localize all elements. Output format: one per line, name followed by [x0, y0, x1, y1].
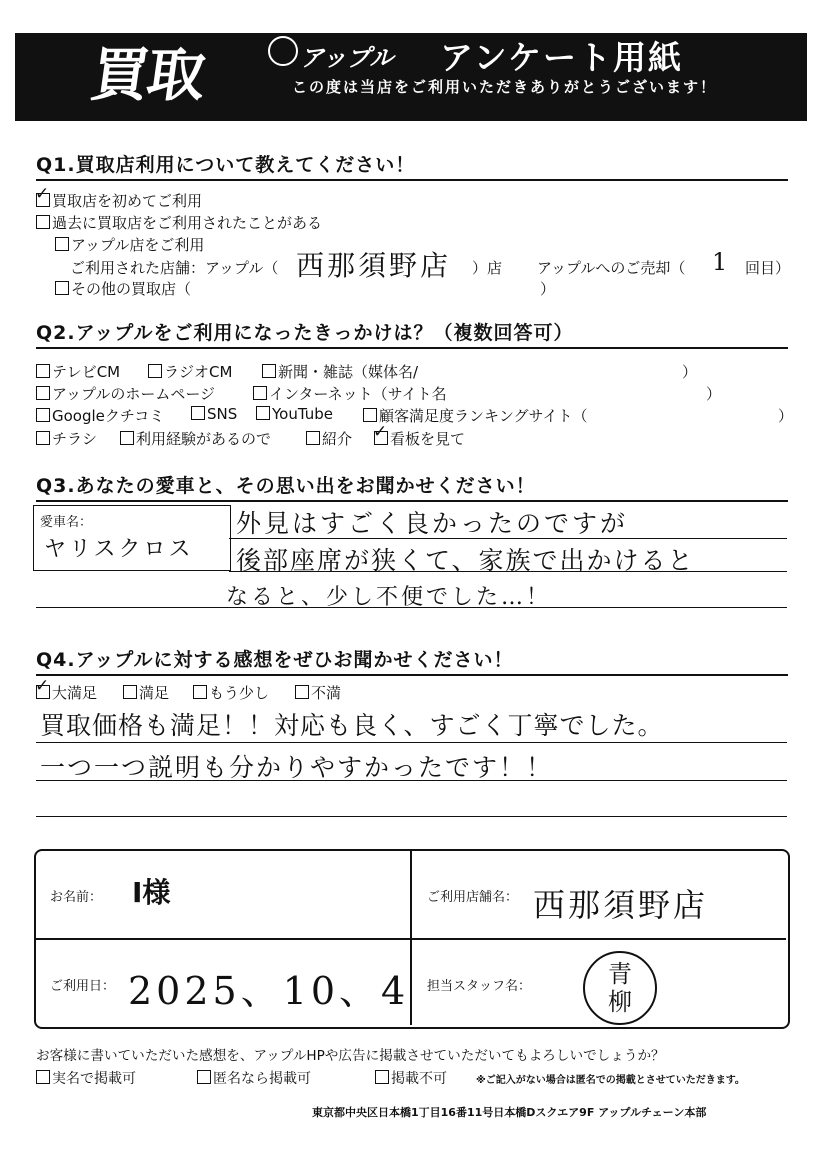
kaitori-logo: 買取 [86, 41, 209, 109]
checkbox-icon[interactable] [193, 685, 207, 699]
car-value: ヤリスクロス [44, 537, 194, 562]
q1-divider [36, 179, 788, 181]
q2-tv[interactable]: テレビCM [36, 361, 120, 382]
apple-brand-icon [268, 36, 298, 66]
name-label: お名前： [50, 890, 103, 905]
q1-other-store-close: ） [540, 280, 556, 298]
q2-experience[interactable]: 利用経験があるので [120, 428, 271, 449]
q2-divider [36, 347, 788, 349]
checked-checkbox-icon[interactable] [374, 431, 388, 445]
checkbox-icon[interactable] [55, 281, 69, 295]
q2-title: Q2.アップルをご利用になったきっかけは？（複数回答可） [36, 322, 574, 344]
q2-google[interactable]: Googleクチコミ [36, 405, 164, 426]
q4-divider [36, 674, 788, 676]
memory-line-2: 後部座席が狭くて、家族で出かけると [236, 546, 695, 575]
q3-title: Q3.あなたの愛車と、その思い出をお聞かせください！ [36, 475, 536, 497]
survey-title: アンケート用紙 [440, 38, 684, 77]
q1-first-time[interactable]: ✓買取店を初めてご利用 [36, 190, 202, 211]
q4-title: Q4.アップルに対する感想をぜひお聞かせください！ [36, 649, 514, 671]
checkbox-icon[interactable] [36, 386, 50, 400]
q3-divider [36, 500, 788, 502]
checkbox-icon[interactable] [55, 237, 69, 251]
name-value: I様 [132, 876, 171, 909]
q2-newspaper[interactable]: 新聞・雑誌（媒体名/ [262, 361, 418, 382]
q4-unsatisfied[interactable]: 不満 [295, 682, 341, 703]
checkbox-icon[interactable] [36, 215, 50, 229]
q1-sale-count-suffix: 回目） [745, 259, 791, 277]
checked-checkbox-icon[interactable] [36, 193, 50, 207]
comment-line-2: 一つ一つ説明も分かりやすかったです！！ [40, 753, 554, 782]
checkbox-icon[interactable] [120, 431, 134, 445]
q1-store-used-prefix: ご利用された店舗：アップル（ [70, 259, 279, 277]
q4-satisfied[interactable]: 満足 [123, 682, 169, 703]
comment-rule-2 [36, 780, 787, 781]
checkbox-icon[interactable] [36, 431, 50, 445]
info-table-vertical-divider [410, 849, 412, 1025]
brand-name: アップル [300, 44, 394, 72]
checkbox-icon[interactable] [262, 364, 276, 378]
checkbox-icon[interactable] [36, 1070, 50, 1084]
staff-seal-stamp: 青 柳 [583, 951, 657, 1025]
memory-line-3: なると、少し不便でした…！ [226, 585, 552, 610]
publish-anonymous[interactable]: 匿名なら掲載可 [197, 1068, 311, 1088]
staff-label: 担当スタッフ名： [427, 979, 532, 994]
q1-store-used-value: 西那須野店 [296, 249, 452, 282]
q2-internet[interactable]: インターネット（サイト名 [253, 383, 447, 404]
q2-homepage[interactable]: アップルのホームページ [36, 383, 215, 404]
q1-store-used-suffix: ）店 [472, 259, 503, 277]
info-table-horizontal-divider [34, 938, 786, 940]
store-label: ご利用店舗名： [427, 890, 519, 905]
store-value: 西那須野店 [533, 886, 709, 924]
publish-question: お客様に書いていただいた感想を、アップルHPや広告に掲載させていただいてもよろしいでしょうか？ [36, 1048, 665, 1064]
memory-rule-2 [229, 571, 787, 572]
q2-close2: ） [706, 385, 722, 403]
publish-not-allowed[interactable]: 掲載不可 [375, 1068, 447, 1088]
checkbox-icon[interactable] [191, 406, 205, 420]
q1-sale-count-value: 1 [712, 248, 731, 276]
q1-used-before[interactable]: 過去に買取店をご利用されたことがある [36, 212, 322, 233]
checkbox-icon[interactable] [123, 685, 137, 699]
q2-close3: ） [778, 407, 794, 425]
comment-rule-3 [36, 816, 787, 817]
checkbox-icon[interactable] [36, 364, 50, 378]
checkbox-icon[interactable] [256, 406, 270, 420]
q2-sns[interactable]: SNS [191, 405, 237, 423]
q1-title: Q1.買取店利用について教えてください！ [36, 154, 416, 176]
checkbox-icon[interactable] [253, 386, 267, 400]
checkbox-icon[interactable] [295, 685, 309, 699]
checkbox-icon[interactable] [148, 364, 162, 378]
q1-other-store[interactable]: その他の買取店（ [55, 278, 191, 299]
checked-checkbox-icon[interactable] [36, 685, 50, 699]
checkbox-icon[interactable] [306, 431, 320, 445]
date-value: 2025、10、4 [128, 969, 410, 1013]
car-label: 愛車名： [40, 515, 93, 530]
checkbox-icon[interactable] [363, 408, 377, 422]
checkbox-icon[interactable] [197, 1070, 211, 1084]
checkbox-icon[interactable] [375, 1070, 389, 1084]
memory-line-1: 外見はすごく良かったのですが [236, 509, 629, 538]
q4-very-satisfied[interactable]: ✓大満足 [36, 682, 97, 703]
date-label: ご利用日： [50, 979, 116, 994]
q2-flyer[interactable]: チラシ [36, 428, 97, 449]
q2-signboard[interactable]: ✓ 看板を見て [374, 428, 465, 449]
q4-somewhat[interactable]: もう少し [193, 682, 269, 703]
q2-youtube[interactable]: YouTube [256, 405, 333, 423]
q2-referral[interactable]: 紹介 [306, 428, 352, 449]
q2-radio[interactable]: ラジオCM [148, 361, 232, 382]
comment-line-1: 買取価格も満足！！対応も良く、すごく丁寧でした。 [40, 711, 664, 740]
memory-rule-1 [229, 538, 787, 539]
q1-sale-count-prefix: アップルへのご売却（ [537, 259, 686, 277]
memory-rule-3 [36, 607, 787, 608]
q1-apple-store[interactable]: アップル店をご利用 [55, 234, 204, 255]
q2-close1: ） [682, 363, 698, 381]
comment-rule-1 [36, 742, 787, 743]
thanks-message: この度は当店をご利用いただきありがとうございます！ [292, 78, 718, 96]
q2-ranking[interactable]: 顧客満足度ランキングサイト（ [363, 405, 588, 426]
checkbox-icon[interactable] [36, 408, 50, 422]
publish-note: ※ご記入がない場合は匿名での掲載とさせていただきます。 [476, 1075, 745, 1086]
company-address: 東京都中央区日本橋1丁目16番11号日本橋Dスクエア9F アップルチェーン本部 [312, 1106, 707, 1119]
publish-real-name[interactable]: 実名で掲載可 [36, 1068, 136, 1088]
